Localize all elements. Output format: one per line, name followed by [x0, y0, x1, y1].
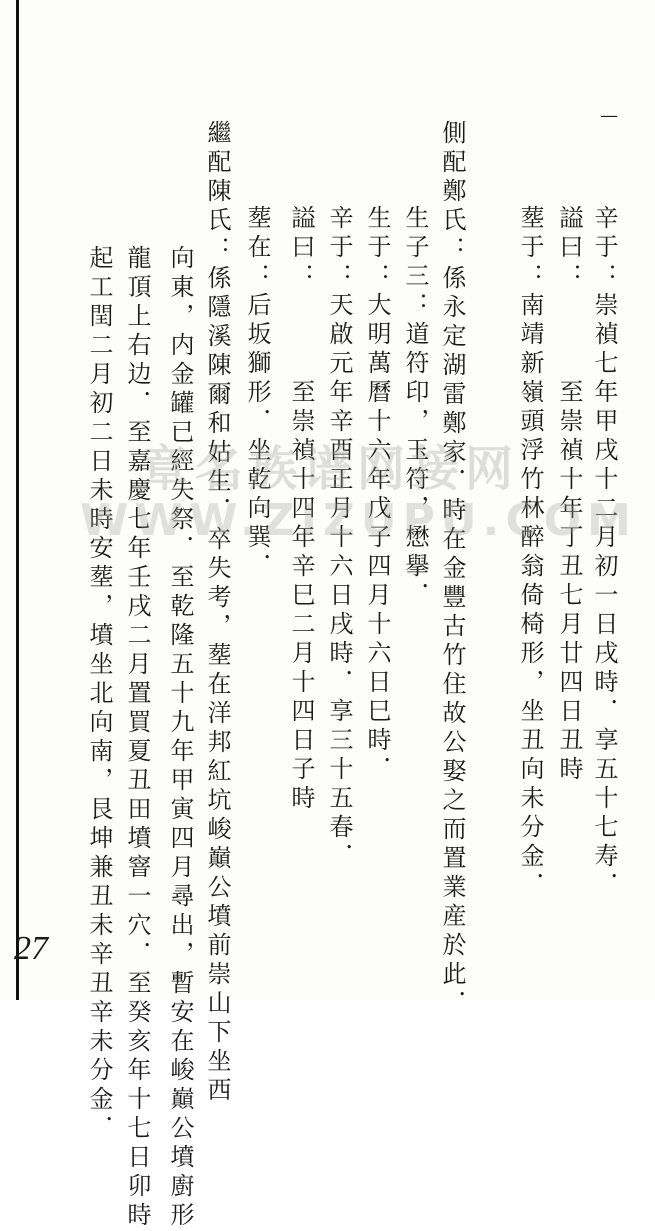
text-column-13: 起工閏二月初二日未時安塟，墳坐北向南，艮坤兼丑未辛丑辛未分金．: [85, 245, 113, 1144]
text-column-2: 謚曰： 至崇禎十年丁丑七月廿四日丑時: [555, 205, 583, 785]
text-column-10: 繼配陳氏：係隱溪陳爾和姑生．卒失考，塟在洋邦紅坑峻巔公墳前崇山下坐西: [203, 120, 231, 1106]
text-column-6: 生于：大明萬曆十六年戊子四月十六日巳時．: [363, 205, 391, 785]
text-column-9: 塟在：后坂獅形．坐乾向巽．: [243, 205, 271, 582]
watermark-url: WWW.ZIZUPU.COM: [80, 495, 637, 546]
text-column-7: 辛于：天啟元年辛酉正月十六日戌時．享三十五春．: [325, 205, 353, 872]
text-column-8: 謚曰： 至崇禎十四年辛巳二月十四日子時: [287, 205, 315, 814]
text-column-11: 向東，内金罐已經失祭．至乾隆五十九年甲寅四月尋出，暫安在峻巔公墳廚形: [166, 245, 194, 1231]
text-column-3: 塟于：南靖新嶺頭浮竹林醉翁倚椅形，坐丑向未分金．: [516, 205, 544, 901]
binding-line: [16, 0, 19, 1000]
text-column-12: 龍頂上右边．至嘉慶七年壬戌二月置買夏丑田墳窨一穴．至癸亥年十七日卯時: [123, 245, 151, 1231]
text-column-5: 生子三：道符印，玉符，懋擧．: [401, 205, 429, 611]
margin-dash: —: [600, 105, 618, 126]
page-number: 27: [14, 930, 48, 967]
text-column-4: 側配鄭氏：係永定湖雷鄭家．時在金豐古竹住故公娶之而置業産於此．: [438, 120, 466, 1019]
watermark-text: 章名族谱网接网: [140, 441, 519, 497]
text-column-1: 辛于：崇禎七年甲戌十二月初一日戌時．享五十七寿．: [590, 205, 618, 901]
